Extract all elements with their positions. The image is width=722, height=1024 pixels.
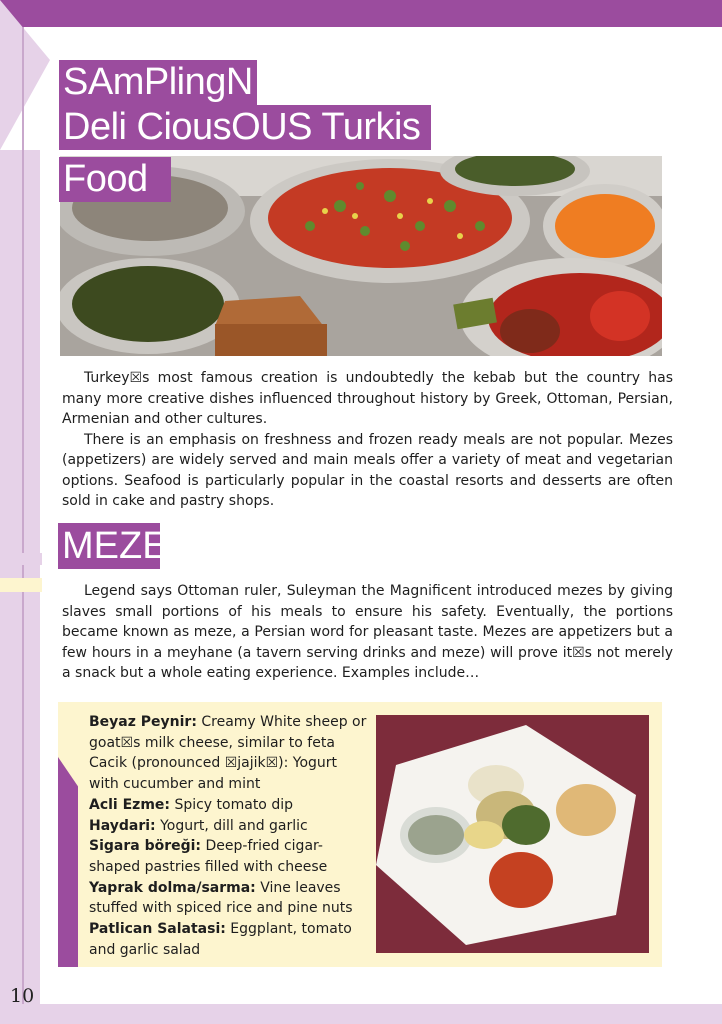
intro-text bbox=[62, 368, 673, 512]
example-name: Acli Ezme: bbox=[89, 796, 170, 813]
example-desc: Yogurt, dill and garlic bbox=[155, 817, 308, 834]
decorative-stripe bbox=[0, 578, 42, 592]
meze-heading: MEZE bbox=[58, 523, 160, 569]
top-border-bar bbox=[0, 0, 722, 27]
example-desc: Deep-fried cigar-shaped pastries filled with cheese bbox=[89, 838, 328, 875]
example-item bbox=[89, 712, 369, 753]
example-name: Beyaz Peynir: bbox=[89, 714, 197, 730]
decorative-stripe bbox=[0, 553, 42, 565]
example-name: Patlican Salatasi: bbox=[89, 921, 226, 938]
example-name: Yaprak dolma/sarma: bbox=[89, 879, 256, 896]
intro-paragraph: Turkey☒s most famous creation is undoubtedly the kebab but the country has many more creative dishes influenced throughout history by Greek, Ottoman, Persian, Armenian and other cultures. bbox=[62, 370, 673, 427]
example-desc: Spicy tomato dip bbox=[170, 796, 293, 813]
example-item bbox=[89, 816, 369, 837]
examples-list bbox=[89, 712, 369, 960]
example-desc: Eggplant, tomato and garlic salad bbox=[89, 921, 352, 958]
page-title-line-2: Deli CiousOUS Turkis bbox=[59, 105, 431, 150]
page-title-line-3: Food bbox=[59, 157, 171, 202]
meze-text bbox=[62, 581, 673, 684]
example-desc: Vine leaves stuffed with spiced rice and pine nuts bbox=[89, 879, 353, 917]
page-title-line-1: SAmPlingN bbox=[59, 60, 257, 105]
page-number: 10 bbox=[10, 985, 35, 1007]
example-name: Sigara böreği: bbox=[89, 838, 202, 855]
example-item bbox=[89, 753, 369, 794]
example-desc: Creamy White sheep or goat☒s milk cheese, similar to feta bbox=[89, 714, 367, 751]
example-name: Haydari: bbox=[89, 817, 156, 834]
example-item bbox=[89, 919, 369, 960]
intro-paragraph: There is an emphasis on freshness and frozen ready meals are not popular. Mezes (appetizers) are widely served and main meals offer a variety of meat and vegetarian options. Seafood is particularly popular in the coastal resorts and desserts are often sold in cake and pastry shops. bbox=[62, 431, 673, 509]
example-item bbox=[89, 836, 369, 877]
example-item bbox=[89, 795, 369, 816]
examples-accent-bar bbox=[58, 757, 78, 967]
bottom-border-bar bbox=[0, 1004, 722, 1024]
meze-plate-photo bbox=[376, 715, 649, 953]
left-margin-line bbox=[22, 27, 24, 1024]
example-item bbox=[89, 878, 369, 919]
example-desc: Cacik (pronounced ☒jajik☒): Yogurt with cucumber and mint bbox=[89, 755, 338, 793]
meze-paragraph: Legend says Ottoman ruler, Suleyman the Magnificent introduced mezes by giving slaves small portions of his meals to ensure his safety. Eventually, the portions became known as meze, a Persian word for pleasant taste. Mezes are appetizers but a few hours in a meyhane (a tavern serving drinks and meze) will prove it☒s not merely a snack but a whole eating experience. Examples include… bbox=[62, 583, 673, 681]
